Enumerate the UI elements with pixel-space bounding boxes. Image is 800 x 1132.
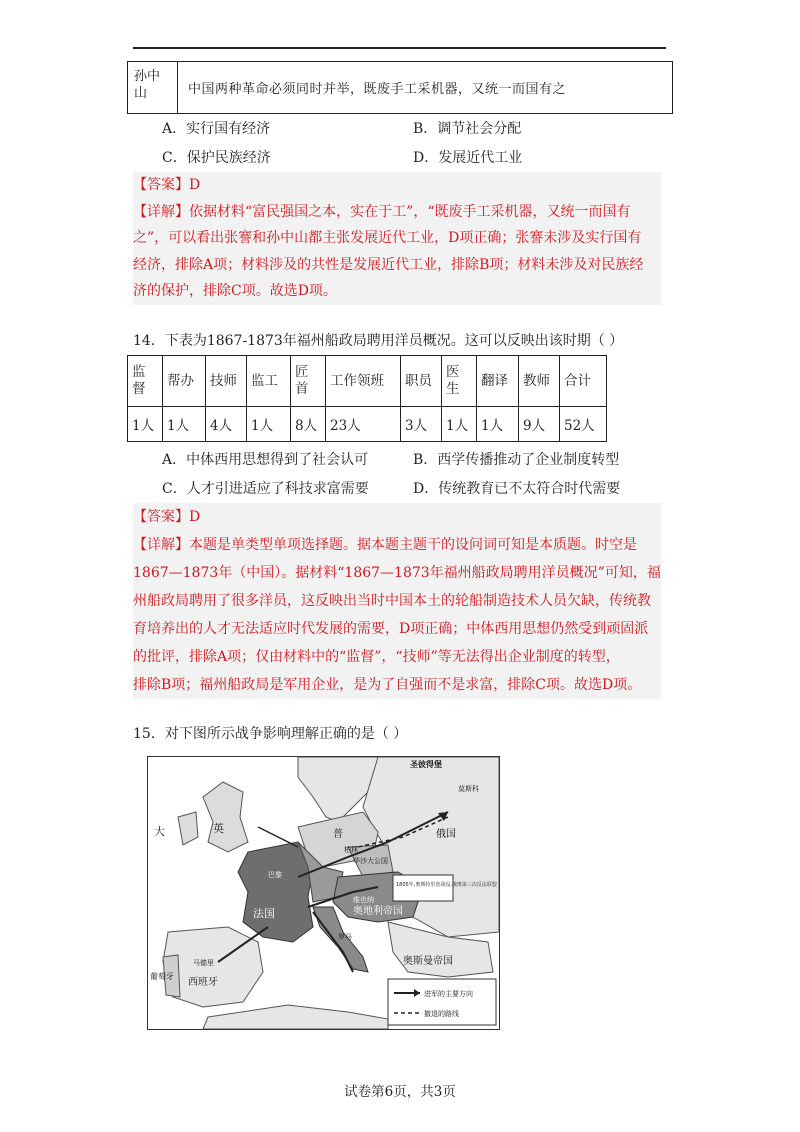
map-label: 奥斯曼帝国 <box>403 956 453 967</box>
table-header-cell: 技师 <box>206 356 247 407</box>
detail-line: 州船政局聘用了很多洋员，这反映出当时中国本土的轮船制造技术人员欠缺，传统教 <box>133 593 651 609</box>
table-header-cell: 监工 <box>247 356 291 407</box>
q13-answer-block <box>133 172 661 305</box>
map-note-box <box>393 875 453 901</box>
q14-option-d[interactable]: D．传统教育已不太符合时代需要 <box>413 481 621 497</box>
answer-value: D <box>189 509 201 525</box>
detail-line: 排除B项；福州船政局是军用企业，是为了自强而不是求富，排除C项。故选D项。 <box>133 677 642 693</box>
q13-material-table <box>127 61 673 114</box>
detail-line: 本题是单类型单项选择题。据本题主题干的设问词可知是本质题。时空是 <box>189 537 637 553</box>
table-value-cell: 1人 <box>247 407 291 442</box>
q13-option-d[interactable]: D．发展近代工业 <box>413 150 523 166</box>
page-footer: 试卷第6页，共3页 <box>344 1084 456 1100</box>
detail-line: 济的保护，排除C项。故选D项。 <box>133 283 337 299</box>
map-label: 莫斯科 <box>458 785 479 793</box>
q13-table-text: 中国两种革命必须同时并举，既废手工采机器，又统一而国有之 <box>188 82 567 97</box>
table-value-cell: 52人 <box>560 407 607 442</box>
q14-option-a[interactable]: A．中体西用思想得到了社会认可 <box>162 452 369 468</box>
detail-line: 1867—1873年（中国）。据材料“1867—1873年福州船政局聘用洋员概况”可知，福 <box>133 565 661 581</box>
table-header-cell: 职员 <box>401 356 442 407</box>
q14-option-b[interactable]: B．西学传播推动了企业制度转型 <box>413 452 620 468</box>
map-note: 1805年,奥斯特里茨战役,俄奥第三次反法联盟 <box>396 882 497 888</box>
table-header-cell: 工作领班 <box>326 356 401 407</box>
legend-advance-label: 进军的主要方向 <box>424 990 473 998</box>
q13-option-c[interactable]: C．保护民族经济 <box>162 150 271 166</box>
map-label: 法国 <box>253 907 275 920</box>
q15-stem: 15．对下图所示战争影响理解正确的是（ ） <box>133 726 408 742</box>
map-label: 葡萄牙 <box>150 972 174 981</box>
q13-option-b[interactable]: B．调节社会分配 <box>413 121 522 137</box>
map-label: 巴黎 <box>268 871 282 879</box>
table-header-cell: 匠首 <box>291 356 326 407</box>
table-value-cell: 1人 <box>128 407 163 442</box>
top-rule <box>133 47 666 49</box>
table-header-cell: 监督 <box>128 356 163 407</box>
table-value-cell: 1人 <box>163 407 206 442</box>
legend-retreat-label: 撤退的路线 <box>424 1010 459 1018</box>
table-value-cell: 4人 <box>206 407 247 442</box>
detail-line: 的批评，排除A项；仅由材料中的“监督”，“技师”等无法得出企业制度的转型， <box>133 649 620 665</box>
table-header-cell: 帮办 <box>163 356 206 407</box>
map-label: 普 <box>333 829 343 840</box>
table-value-cell: 3人 <box>401 407 442 442</box>
table-value-cell: 1人 <box>477 407 519 442</box>
map-label: 西班牙 <box>188 977 218 988</box>
map-label: 圣彼得堡 <box>410 760 442 769</box>
answer-value: D <box>189 177 201 193</box>
war-map <box>147 756 500 1030</box>
map-label: 柏林 <box>344 846 358 854</box>
map-label: 英 <box>213 822 224 835</box>
q14-option-c[interactable]: C．人才引进适应了科技求富需要 <box>162 481 369 497</box>
detail-line: 经济，排除A项；材料涉及的共性是发展近代工业，排除B项；材料未涉及对民族经 <box>133 256 644 273</box>
france-shape <box>238 842 313 942</box>
answer-label: 【答案】 <box>133 509 189 525</box>
table-value-cell: 9人 <box>519 407 560 442</box>
q13-option-a[interactable]: A．实行国有经济 <box>162 121 271 137</box>
map-label: 马德里 <box>193 959 214 967</box>
map-label: 维也纳 <box>353 896 374 904</box>
table-value-cell: 23人 <box>326 407 401 442</box>
detail-label: 【详解】 <box>133 203 189 220</box>
q13-table-name: 孙中山 <box>128 62 178 113</box>
q14-stem: 14．下表为1867-1873年福州船政局聘用洋员概况。这可以反映出该时期（ ） <box>133 333 624 349</box>
map-label: 大 <box>154 825 165 838</box>
map-label: 罗马 <box>338 933 352 941</box>
q14-answer-block <box>133 503 661 699</box>
detail-line: 之”，可以看出张謇和孙中山都主张发展近代工业，D项正确；张謇未涉及实行国有 <box>133 230 642 246</box>
table-value-cell: 1人 <box>442 407 477 442</box>
table-value-cell: 8人 <box>291 407 326 442</box>
table-header-cell: 合计 <box>560 356 607 407</box>
table-header-cell: 医生 <box>442 356 477 407</box>
answer-label: 【答案】 <box>133 177 189 193</box>
map-label: 华沙大公国 <box>353 857 388 865</box>
detail-label: 【详解】 <box>133 537 189 553</box>
map-label: 俄国 <box>436 829 456 840</box>
detail-line: 育培养出的人才无法适应时代发展的需要，D项正确；中体西用思想仍然受到顽固派 <box>133 621 649 637</box>
detail-line: 依据材料“富民强国之本，实在于工”，“既废手工采机器，又统一而国有 <box>189 203 631 220</box>
table-header-cell: 教师 <box>519 356 560 407</box>
table-header-cell: 翻译 <box>477 356 519 407</box>
q14-table <box>127 355 607 442</box>
map-legend <box>388 979 496 1025</box>
map-label: 奥地利帝国 <box>353 906 403 917</box>
